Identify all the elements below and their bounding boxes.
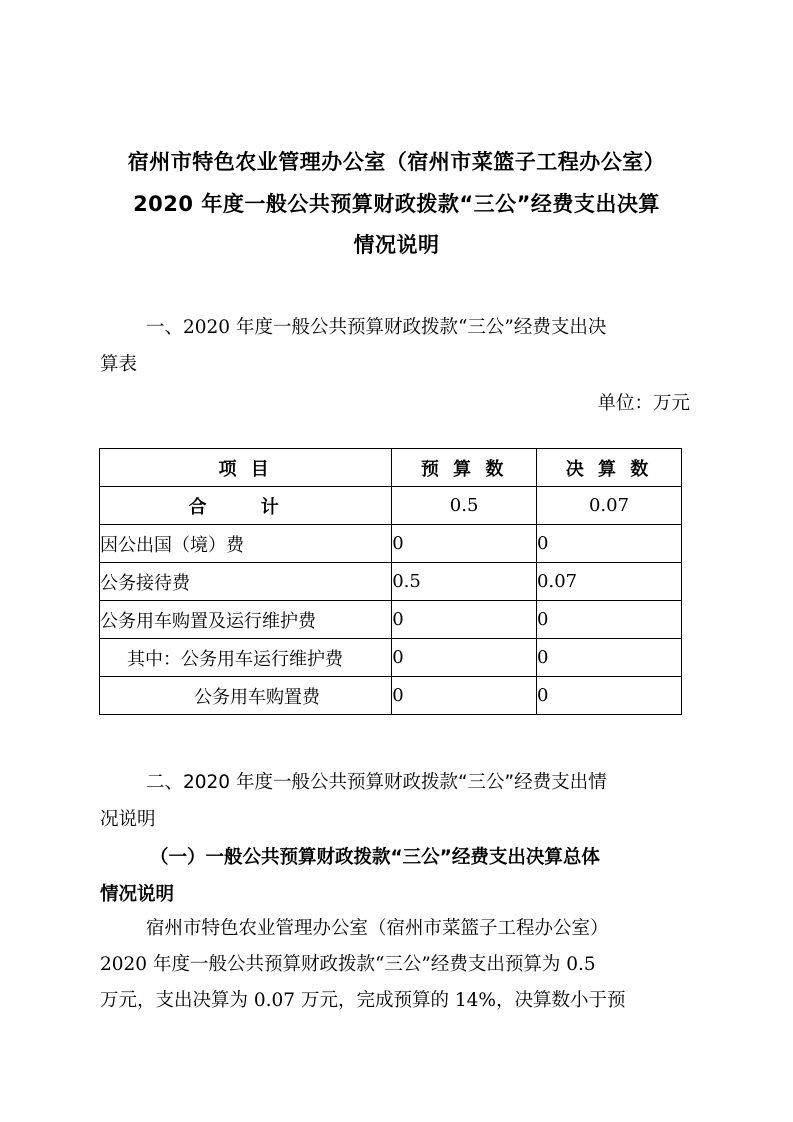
header-item: 项 目: [100, 449, 392, 487]
row-budget: 0.5: [392, 563, 537, 601]
section1-heading-line-1: 一、2020 年度一般公共预算财政拨款“三公”经费支出决: [146, 317, 607, 338]
section2-heading-line-1: 二、2020 年度一般公共预算财政拨款“三公”经费支出情: [146, 772, 607, 793]
row-actual: 0: [537, 677, 682, 715]
table-row: [100, 639, 682, 677]
row-budget: 0: [392, 639, 537, 677]
row-budget: 0: [392, 677, 537, 715]
doc-title-line-3: 情况说明: [353, 233, 440, 257]
doc-title-line-1: 宿州市特色农业管理办公室（宿州市菜篮子工程办公室）: [127, 150, 666, 174]
row-actual: 0: [537, 601, 682, 639]
row-actual: 0.07: [537, 563, 682, 601]
row-actual: 0: [537, 525, 682, 563]
row-budget: 0: [392, 601, 537, 639]
paragraph-line-1: 宿州市特色农业管理办公室（宿州市菜篮子工程办公室）: [146, 918, 609, 939]
subsection1-heading-line-2: 情况说明: [100, 884, 175, 905]
row-item: 合 计: [100, 487, 392, 525]
row-budget: 0.5: [392, 487, 537, 525]
section1-heading-line-2: 算表: [100, 354, 138, 375]
header-actual: 决 算 数: [537, 449, 682, 487]
subsection1-heading-line-1: （一）一般公共预算财政拨款“三公”经费支出决算总体: [150, 847, 600, 868]
row-item: 公务用车购置及运行维护费: [100, 601, 392, 639]
table-row: [100, 563, 682, 601]
table-row: [100, 525, 682, 563]
table-row: [100, 601, 682, 639]
row-item: 公务用车购置费: [100, 677, 392, 715]
paragraph-line-3: 万元，支出决算为 0.07 万元，完成预算的 14%，决算数小于预: [100, 990, 626, 1011]
header-budget: 预 算 数: [392, 449, 537, 487]
expenditure-table: [99, 448, 682, 715]
doc-title-line-2: 2020 年度一般公共预算财政拨款“三公”经费支出决算: [133, 192, 660, 216]
row-item: 公务接待费: [100, 563, 392, 601]
unit-label: 单位：万元: [597, 393, 690, 414]
paragraph-line-2: 2020 年度一般公共预算财政拨款“三公”经费支出预算为 0.5: [100, 954, 596, 975]
table-header-row: [100, 449, 682, 487]
row-item: 因公出国（境）费: [100, 525, 392, 563]
row-actual: 0: [537, 639, 682, 677]
row-budget: 0: [392, 525, 537, 563]
table-row: [100, 677, 682, 715]
row-item: 其中：公务用车运行维护费: [100, 639, 392, 677]
section2-heading-line-2: 况说明: [100, 809, 156, 830]
row-actual: 0.07: [537, 487, 682, 525]
table-row-total: [100, 487, 682, 525]
